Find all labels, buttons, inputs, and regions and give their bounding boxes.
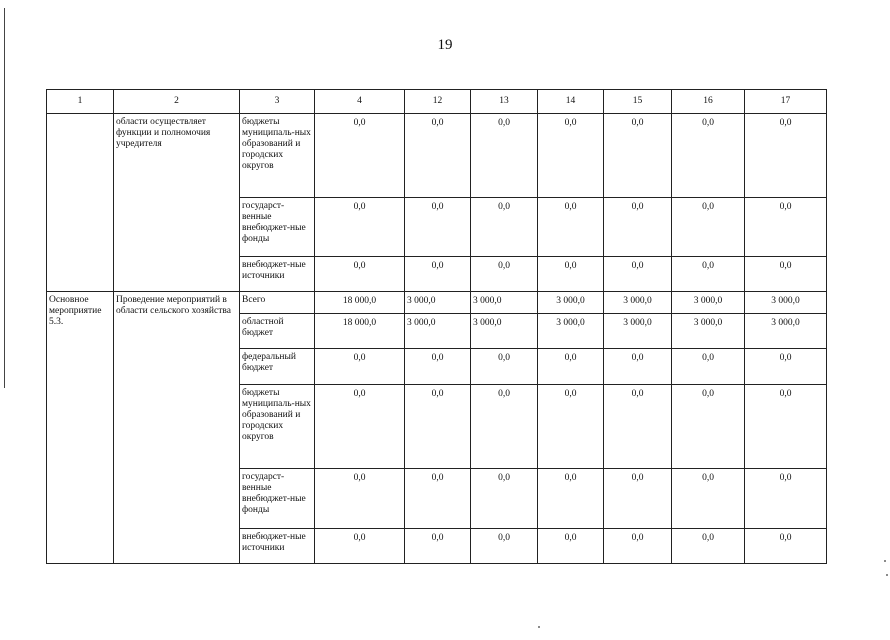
value-cell: 0,0 [405, 114, 471, 198]
value-cell: 0,0 [538, 114, 604, 198]
value-cell: 0,0 [745, 349, 827, 385]
source-cell: внебюджет-ные источники [240, 257, 315, 292]
value-cell: 18 000,0 [315, 314, 405, 349]
value-cell: 0,0 [471, 529, 538, 564]
source-cell: бюджеты муниципаль-ных образований и городских округов [240, 114, 315, 198]
header-cell: 13 [471, 90, 538, 114]
value-cell: 3 000,0 [471, 314, 538, 349]
page-number: 19 [437, 37, 453, 53]
value-cell: 0,0 [315, 114, 405, 198]
value-cell: 0,0 [315, 529, 405, 564]
value-cell: 0,0 [745, 114, 827, 198]
value-cell: 0,0 [315, 349, 405, 385]
value-cell: 0,0 [604, 198, 672, 257]
value-cell: 0,0 [672, 349, 745, 385]
scan-speck [538, 626, 540, 628]
value-cell: 0,0 [315, 385, 405, 469]
source-cell: Всего [240, 292, 315, 314]
value-cell: 0,0 [604, 529, 672, 564]
scan-speck [884, 560, 886, 562]
value-cell: 3 000,0 [604, 314, 672, 349]
value-cell: 0,0 [672, 385, 745, 469]
scan-speck [886, 574, 888, 576]
value-cell: 0,0 [538, 529, 604, 564]
value-cell: 0,0 [405, 529, 471, 564]
value-cell: 3 000,0 [538, 314, 604, 349]
value-cell: 0,0 [405, 257, 471, 292]
source-cell: государст-венные внебюджет-ные фонды [240, 198, 315, 257]
header-cell: 2 [114, 90, 240, 114]
header-cell: 17 [745, 90, 827, 114]
value-cell: 3 000,0 [471, 292, 538, 314]
event-description-cell: Проведение мероприятий в области сельского хозяйства [114, 292, 240, 564]
value-cell: 0,0 [471, 469, 538, 529]
value-cell: 18 000,0 [315, 292, 405, 314]
budget-table [46, 89, 827, 564]
value-cell: 0,0 [672, 114, 745, 198]
value-cell: 3 000,0 [672, 292, 745, 314]
source-cell: государст-венные внебюджет-ные фонды [240, 469, 315, 529]
value-cell: 0,0 [315, 257, 405, 292]
value-cell: 0,0 [604, 469, 672, 529]
value-cell: 0,0 [672, 469, 745, 529]
header-cell: 3 [240, 90, 315, 114]
code-cell-empty [47, 114, 114, 292]
description-cell: области осуществляет функции и полномочия учредителя [114, 114, 240, 292]
value-cell: 0,0 [745, 469, 827, 529]
header-row [47, 90, 827, 114]
value-cell: 0,0 [471, 114, 538, 198]
value-cell: 0,0 [672, 198, 745, 257]
value-cell: 0,0 [672, 257, 745, 292]
header-cell: 12 [405, 90, 471, 114]
value-cell: 0,0 [604, 114, 672, 198]
value-cell: 3 000,0 [745, 292, 827, 314]
value-cell: 0,0 [315, 198, 405, 257]
value-cell: 3 000,0 [745, 314, 827, 349]
value-cell: 0,0 [471, 198, 538, 257]
value-cell: 0,0 [745, 257, 827, 292]
header-cell: 15 [604, 90, 672, 114]
value-cell: 3 000,0 [672, 314, 745, 349]
value-cell: 3 000,0 [604, 292, 672, 314]
value-cell: 0,0 [538, 257, 604, 292]
header-cell: 4 [315, 90, 405, 114]
value-cell: 0,0 [745, 385, 827, 469]
value-cell: 0,0 [471, 385, 538, 469]
value-cell: 3 000,0 [538, 292, 604, 314]
event-code-cell: Основное мероприятие 5.3. [47, 292, 114, 564]
value-cell: 0,0 [538, 469, 604, 529]
value-cell: 0,0 [405, 385, 471, 469]
value-cell: 0,0 [745, 198, 827, 257]
header-cell: 16 [672, 90, 745, 114]
value-cell: 0,0 [538, 349, 604, 385]
source-cell: бюджеты муниципаль-ных образований и городских округов [240, 385, 315, 469]
value-cell: 0,0 [405, 349, 471, 385]
value-cell: 3 000,0 [405, 292, 471, 314]
value-cell: 0,0 [315, 469, 405, 529]
value-cell: 0,0 [538, 198, 604, 257]
header-cell: 14 [538, 90, 604, 114]
value-cell: 3 000,0 [405, 314, 471, 349]
value-cell: 0,0 [672, 529, 745, 564]
value-cell: 0,0 [471, 257, 538, 292]
value-cell: 0,0 [745, 529, 827, 564]
table-row [47, 114, 827, 198]
source-cell: областной бюджет [240, 314, 315, 349]
header-cell: 1 [47, 90, 114, 114]
source-cell: федеральный бюджет [240, 349, 315, 385]
source-cell: внебюджет-ные источники [240, 529, 315, 564]
value-cell: 0,0 [405, 198, 471, 257]
value-cell: 0,0 [604, 385, 672, 469]
value-cell: 0,0 [471, 349, 538, 385]
value-cell: 0,0 [538, 385, 604, 469]
table-row [47, 292, 827, 314]
value-cell: 0,0 [604, 257, 672, 292]
scan-edge-line [4, 8, 5, 388]
value-cell: 0,0 [405, 469, 471, 529]
value-cell: 0,0 [604, 349, 672, 385]
